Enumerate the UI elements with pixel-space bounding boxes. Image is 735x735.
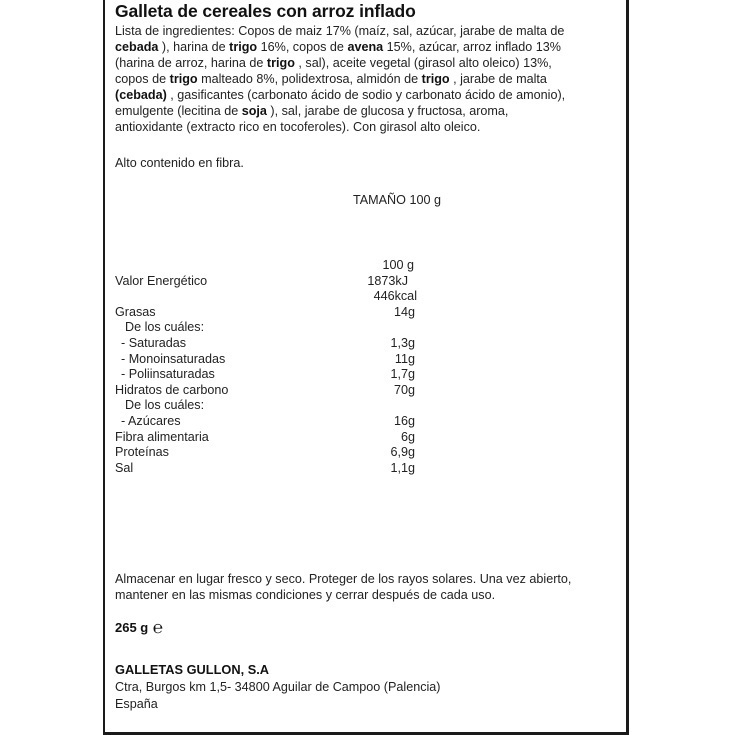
nutrient-value: 1873kJ bbox=[367, 273, 408, 288]
nutrient-label: - Azúcares bbox=[121, 414, 181, 428]
nutrition-row bbox=[115, 289, 445, 305]
nutrient-label: De los cuáles: bbox=[125, 320, 205, 335]
nutrition-row bbox=[115, 430, 445, 446]
ingredient-text: ), harina de bbox=[158, 40, 230, 54]
ingredient-text: copos de bbox=[115, 72, 170, 86]
ingredient-text: , gasificantes (carbonato ácido de sodio y carbonato ácido de amonio), bbox=[166, 88, 566, 102]
ingredient-text: antioxidante (extracto rico en tocoferoles). Con girasol alto oleico. bbox=[115, 120, 481, 134]
nutrition-row bbox=[115, 367, 445, 383]
nutrition-label-panel bbox=[103, 0, 629, 735]
nutrient-value: 1,3g bbox=[390, 336, 415, 350]
nutrition-row bbox=[115, 258, 445, 274]
nutrition-row bbox=[115, 414, 445, 430]
allergen-text: trigo bbox=[229, 40, 258, 54]
nutrient-label: Sal bbox=[115, 460, 134, 475]
ingredient-text: ), sal, jarabe de glucosa y fructosa, aroma, bbox=[266, 104, 509, 118]
nutrient-value: 446kcal bbox=[373, 289, 417, 304]
allergen-text: trigo bbox=[421, 72, 450, 86]
nutrient-value: 14g bbox=[393, 304, 415, 319]
allergen-text: cebada bbox=[115, 40, 159, 54]
manufacturer-country: España bbox=[115, 697, 158, 711]
net-weight bbox=[115, 620, 163, 635]
nutrition-row bbox=[115, 336, 445, 352]
allergen-text: trigo bbox=[266, 56, 295, 70]
storage-line-1: Almacenar en lugar fresco y seco. Proteger de los rayos solares. Una vez abierto, bbox=[115, 572, 572, 586]
nutrient-label: Grasas bbox=[115, 304, 156, 319]
nutrition-row bbox=[115, 461, 445, 477]
nutrient-value: 70g bbox=[393, 382, 415, 397]
nutrient-value: 11g bbox=[394, 351, 415, 366]
manufacturer-address: Ctra, Burgos km 1,5- 34800 Aguilar de Campoo (Palencia) bbox=[115, 680, 441, 694]
ingredients-line bbox=[115, 39, 565, 55]
nutrition-row bbox=[115, 320, 445, 336]
nutrition-row bbox=[115, 383, 445, 399]
nutrient-label: Valor Energético bbox=[115, 273, 208, 288]
ingredients-line bbox=[115, 87, 565, 103]
ingredients-line bbox=[115, 23, 565, 39]
nutrition-row bbox=[115, 398, 445, 414]
nutrient-label: Fibra alimentaria bbox=[115, 429, 209, 444]
allergen-text: avena bbox=[347, 40, 384, 54]
ingredient-text: , jarabe de malta bbox=[449, 72, 547, 86]
nutrient-value: 1,7g bbox=[390, 367, 415, 382]
net-weight-value: 265 g bbox=[115, 620, 149, 635]
nutrient-label: - Monoinsaturadas bbox=[121, 351, 226, 366]
nutrition-row bbox=[115, 274, 445, 290]
fiber-claim: Alto contenido en fibra. bbox=[115, 156, 244, 170]
nutrient-label: - Saturadas bbox=[121, 336, 187, 350]
ingredient-text: (harina de arroz, harina de bbox=[115, 56, 267, 70]
manufacturer-name: GALLETAS GULLON, S.A bbox=[115, 662, 270, 677]
nutrition-row bbox=[115, 352, 445, 368]
nutrient-value: 100 g bbox=[382, 258, 414, 272]
ingredients-line bbox=[115, 55, 565, 71]
allergen-text: trigo bbox=[169, 72, 198, 86]
ingredients-line bbox=[115, 103, 565, 119]
storage-instructions bbox=[115, 571, 571, 603]
serving-size-label: TAMAÑO 100 g bbox=[353, 193, 441, 207]
ingredients-line bbox=[115, 119, 565, 135]
ingredients-list bbox=[115, 23, 565, 135]
estimated-sign-icon: ℮ bbox=[152, 618, 164, 637]
product-title: Galleta de cereales con arroz inflado bbox=[115, 1, 416, 21]
nutrition-row bbox=[115, 445, 445, 461]
nutrient-label: Hidratos de carbono bbox=[115, 382, 229, 397]
nutrient-value: 6,9g bbox=[390, 445, 415, 460]
manufacturer-address-block bbox=[115, 679, 441, 713]
ingredient-text: 15%, azúcar, arroz inflado 13% bbox=[383, 40, 561, 54]
ingredients-line bbox=[115, 71, 565, 87]
storage-line-2: mantener en las mismas condiciones y cerrar después de cada uso. bbox=[115, 588, 496, 602]
ingredient-text: , sal), aceite vegetal (girasol alto oleico) 13%, bbox=[294, 56, 552, 70]
nutrient-label: - Poliinsaturadas bbox=[121, 367, 215, 382]
nutrition-row bbox=[115, 305, 445, 321]
nutrient-value: 6g bbox=[400, 429, 415, 444]
ingredient-text: emulgente (lecitina de bbox=[115, 104, 242, 118]
allergen-text: (cebada) bbox=[115, 88, 167, 102]
nutrient-value: 16g bbox=[393, 414, 415, 428]
allergen-text: soja bbox=[241, 104, 267, 118]
ingredient-text: 16%, copos de bbox=[257, 40, 348, 54]
nutrient-label: Proteínas bbox=[115, 445, 169, 460]
nutrient-label: De los cuáles: bbox=[125, 398, 205, 413]
nutrient-value: 1,1g bbox=[390, 460, 415, 475]
ingredient-text: malteado 8%, polidextrosa, almidón de bbox=[197, 72, 422, 86]
ingredient-text: Lista de ingredientes: Copos de maiz 17% (maíz, sal, azúcar, jarabe de malta de bbox=[115, 24, 565, 38]
